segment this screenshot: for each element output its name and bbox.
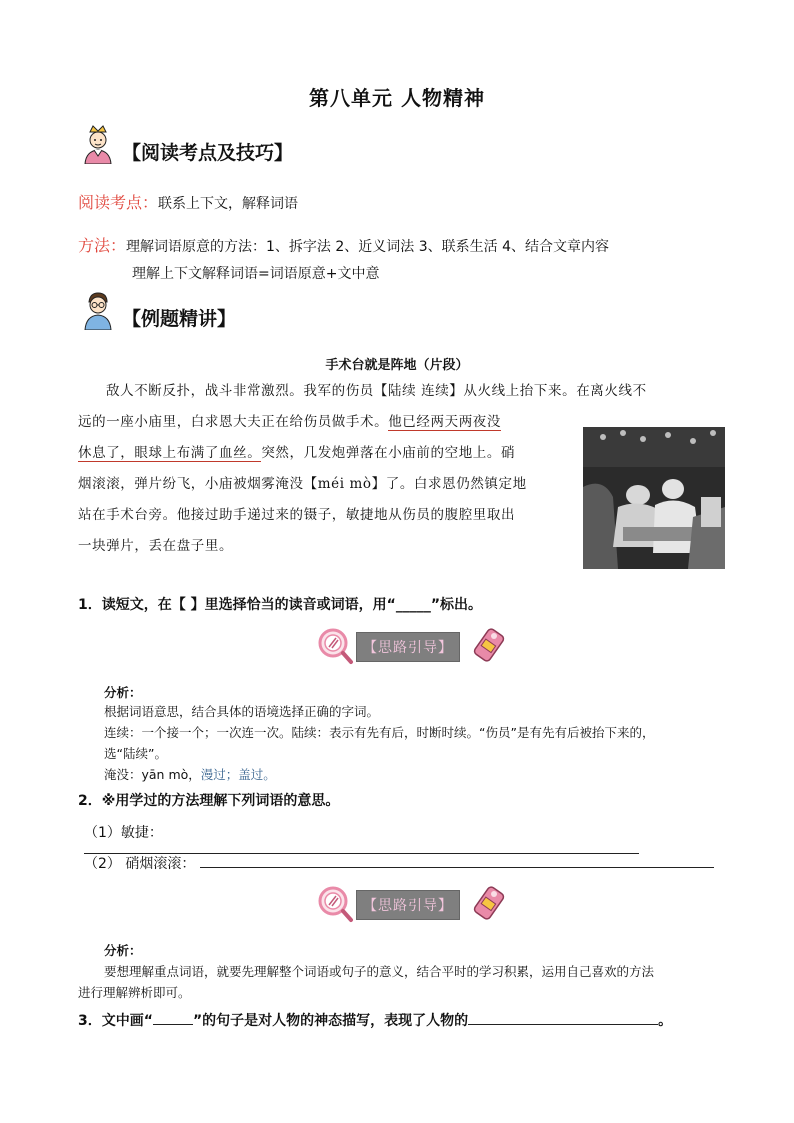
q3-prefix: 3．文中画“ [78, 1013, 153, 1029]
question-1: 1．读短文，在【 】里选择恰当的读音或词语，用“_____”标出。 [78, 597, 483, 613]
hint-banner-1 [316, 624, 516, 668]
section-title-reading: 【阅读考点及技巧】 [122, 142, 294, 164]
boy-glasses-avatar-icon [80, 290, 116, 330]
passage-title: 手术台就是阵地（片段） [325, 358, 469, 373]
passage-line-2-text: 远的一座小庙里，白求恩大夫正在给伤员做手术。 [78, 414, 389, 430]
hint-label-2: 【思路引导】 [356, 890, 460, 920]
princess-avatar-icon [80, 124, 116, 164]
q2-item-1-label: （1）敏捷： [84, 825, 163, 841]
magnifier-icon [316, 626, 354, 666]
reading-point-label: 阅读考点： [78, 193, 159, 212]
passage-line-5: 站在手术台旁。他接过助手递过来的镊子，敏捷地从伤员的腹腔里取出 [78, 507, 516, 523]
passage-line-3 [78, 438, 515, 469]
passage-line-4: 烟滚滚，弹片纷飞，小庙被烟雾淹没【méi mò】了。白求恩仍然镇定地 [78, 476, 527, 492]
method-row [78, 233, 609, 256]
yanmo-definition: 漫过；盖过。 [200, 767, 276, 782]
analysis-2-line-2: 进行理解辨析即可。 [78, 985, 191, 1000]
q3-answer-line[interactable] [468, 1024, 658, 1025]
reading-point-row [78, 190, 298, 213]
analysis-1-line-2: 连续：一个接一个；一次连一次。陆续：表示有先有后，时断时续。“伤员”是有先有后被抬下来的， [104, 725, 655, 740]
hint-banner-2 [316, 882, 516, 926]
passage-line-2 [78, 407, 501, 438]
page-title: 第八单元 人物精神 [309, 86, 485, 110]
q3-mark-sample [153, 1024, 193, 1025]
q3-middle: ”的句子是对人物的神态描写，表现了人物的 [192, 1013, 469, 1029]
analysis-1-line-1: 根据词语意思，结合具体的语境选择正确的字词。 [104, 704, 380, 719]
method-line2: 理解上下文解释词语=词语原意+文中意 [132, 266, 380, 282]
question-2: 2．※用学过的方法理解下列词语的意思。 [78, 793, 340, 809]
q2-item-2-answer-line[interactable] [200, 867, 714, 868]
passage-line-6: 一块弹片，丢在盘子里。 [78, 538, 234, 554]
q2-item-2-label: （2） 硝烟滚滚： [84, 856, 196, 872]
yanmo-prefix: 淹没：yān mò， [104, 767, 201, 782]
hint-label-1: 【思路引导】 [356, 632, 460, 662]
method-label: 方法： [78, 236, 127, 255]
underlined-sentence-part2: 休息了，眼球上布满了血丝。 [78, 445, 262, 461]
surgery-photo [583, 427, 725, 569]
q3-suffix: 。 [658, 1013, 673, 1029]
analysis-2-heading: 分析： [104, 943, 142, 958]
reading-point-text: 联系上下文，解释词语 [158, 196, 299, 212]
magnifier-icon [316, 884, 354, 924]
eraser-pencil-icon [472, 882, 512, 924]
method-line1: 理解词语原意的方法：1、拆字法 2、近义词法 3、联系生活 4、结合文章内容 [126, 239, 609, 255]
underlined-sentence-part1: 他已经两天两夜没 [388, 414, 502, 430]
question-3 [78, 1010, 672, 1030]
passage-line-1: 敌人不断反扑，战斗非常激烈。我军的伤员【陆续 连续】从火线上抬下来。在离火线不 [106, 383, 647, 399]
analysis-2-line-1: 要想理解重点词语，就要先理解整个词语或句子的意义，结合平时的学习积累，运用自己喜欢的方法 [104, 964, 655, 979]
passage-line-3-rest: 突然，几发炮弹落在小庙前的空地上。硝 [261, 445, 516, 461]
analysis-1-line-3: 选“陆续”。 [104, 746, 167, 761]
q2-item-2 [84, 853, 720, 873]
section-title-examples: 【例题精讲】 [122, 308, 237, 330]
analysis-1-line-4 [104, 764, 276, 785]
analysis-1-heading: 分析： [104, 685, 142, 700]
eraser-pencil-icon [472, 624, 512, 666]
